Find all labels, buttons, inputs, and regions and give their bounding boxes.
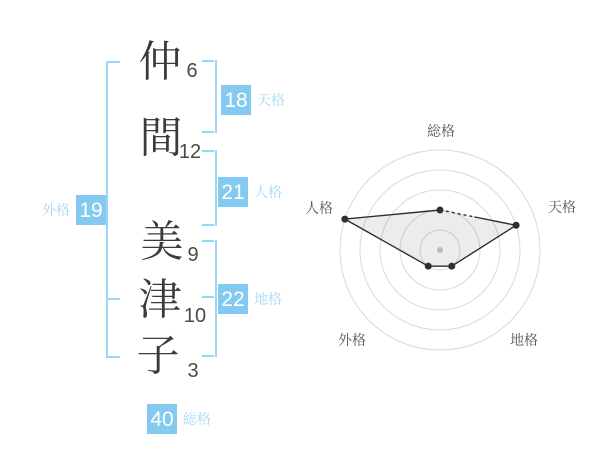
name-character: 美 — [140, 218, 184, 267]
tenkaku-value-badge: 18 — [221, 85, 251, 115]
soukaku-label: 総格 — [183, 411, 211, 427]
name-character: 仲 — [138, 38, 182, 87]
stroke-count: 6 — [186, 60, 198, 82]
tenkaku-bracket — [201, 60, 217, 133]
name-character: 津 — [138, 276, 182, 325]
chikaku-value-badge: 22 — [218, 284, 248, 314]
gaikaku-score — [42, 195, 106, 225]
chikaku-bracket — [201, 240, 217, 357]
stroke-count: 12 — [178, 141, 202, 163]
gaikaku-bracket — [106, 61, 122, 358]
jinkaku-value-badge: 21 — [218, 177, 248, 207]
stroke-count: 3 — [187, 360, 199, 382]
chikaku-label: 地格 — [254, 291, 282, 307]
jinkaku-score — [218, 177, 282, 207]
axis-label-jinkaku: 人格 — [305, 200, 333, 216]
soukaku-score — [147, 404, 211, 434]
soukaku-value-badge: 40 — [147, 404, 177, 434]
tenkaku-score — [221, 85, 285, 115]
chikaku-score — [218, 284, 282, 314]
gaikaku-value-badge: 19 — [76, 195, 106, 225]
jinkaku-bracket — [201, 150, 217, 226]
jinkaku-label: 人格 — [254, 184, 282, 200]
tenkaku-label: 天格 — [257, 92, 285, 108]
gaikaku-label: 外格 — [42, 202, 70, 218]
axis-label-soukaku: 総格 — [427, 123, 455, 139]
axis-label-gaikaku: 外格 — [338, 332, 366, 348]
stroke-count: 9 — [187, 244, 199, 266]
axis-label-chikaku: 地格 — [510, 332, 538, 348]
name-character: 子 — [136, 332, 180, 381]
axis-label-tenkaku: 天格 — [548, 199, 576, 215]
name-character: 間 — [139, 114, 183, 163]
stroke-count: 10 — [183, 305, 207, 327]
